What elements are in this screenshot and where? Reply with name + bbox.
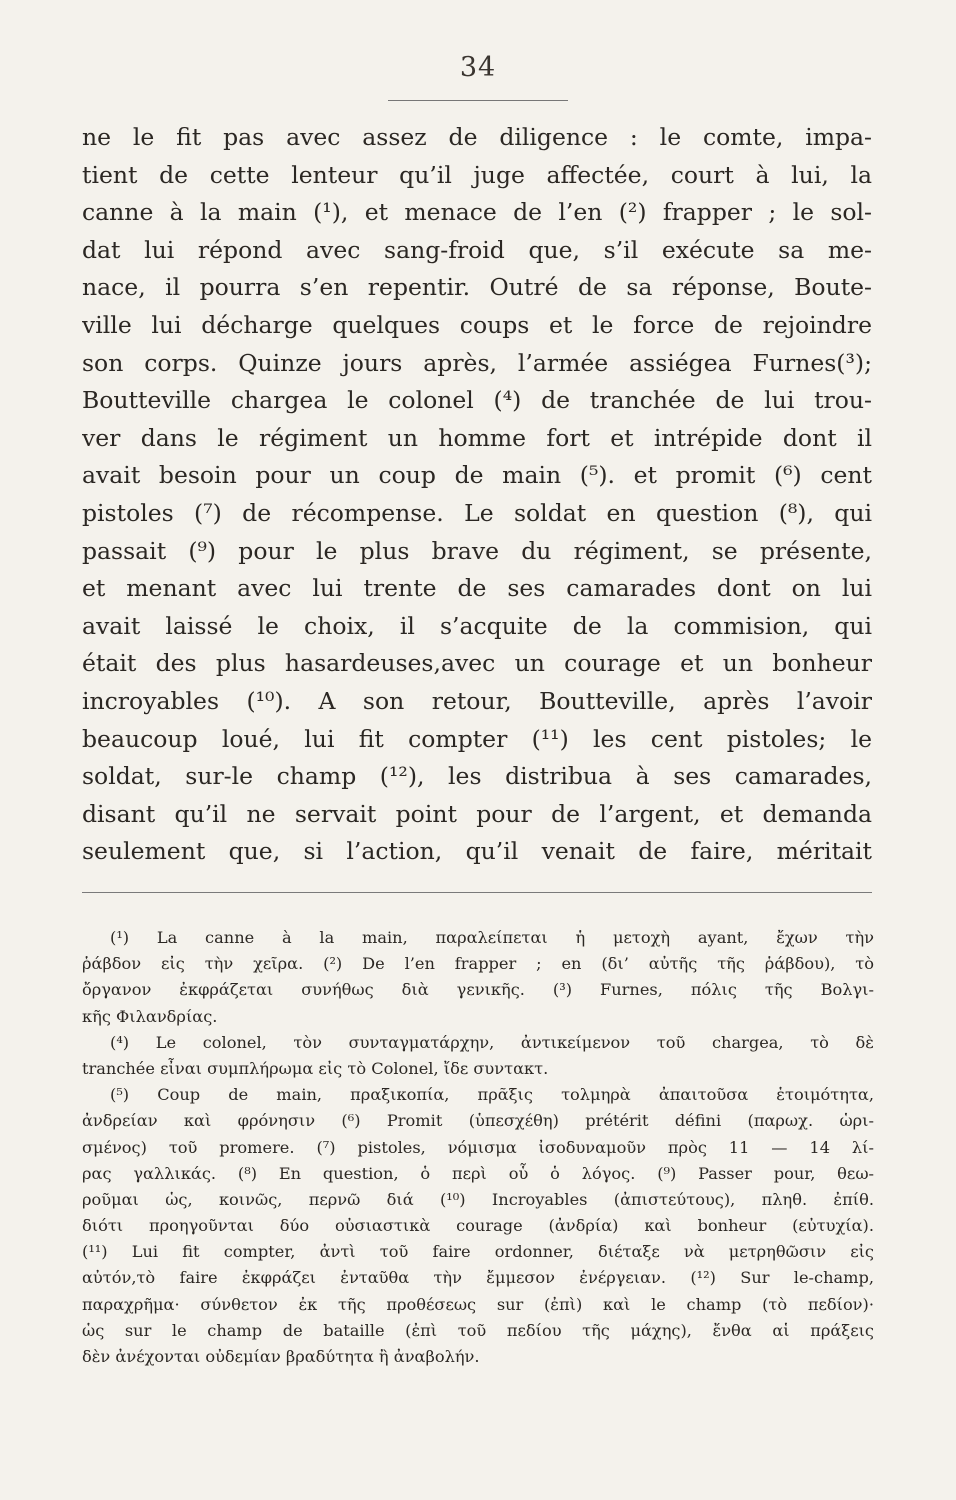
footnote-line: ἀνδρείαν καὶ φρόνησιν (⁶) Promit (ὑπεσχέθη) prétérit défini (παρωχ. ὡρι-: [82, 1111, 874, 1131]
footnote-line: παραχρῆμα· σύνθετον ἐκ τῆς προθέσεως sur (ἐπὶ) καὶ le champ (τὸ πεδίον)·: [82, 1294, 874, 1314]
body-line: tient de cette lenteur qu’il juge affectée, court à lui, la: [82, 160, 872, 189]
body-line: ver dans le régiment un homme fort et intrépide dont il: [82, 423, 872, 452]
footnote-line: tranchée εἶναι συμπλήρωμα εἰς τὸ Colonel, ἴδε συντακτ.: [82, 1058, 549, 1078]
body-line: pistoles (⁷) de récompense. Le soldat en question (⁸), qui: [82, 498, 872, 527]
footnote-line: κῆς Φιλανδρίας.: [82, 1006, 218, 1026]
body-line: nace, il pourra s’en repentir. Outré de sa réponse, Boute-: [82, 273, 872, 302]
footnote-line: ὄργανον ἐκφράζεται συνήθως διὰ γενικῆς. (³) Furnes, πόλις τῆς Βολγι-: [82, 980, 874, 1000]
main-text: [82, 119, 872, 871]
body-line: et menant avec lui trente de ses camarades dont on lui: [82, 574, 872, 603]
header-rule: [388, 100, 568, 101]
body-line: disant qu’il ne servait point pour de l’argent, et demanda: [82, 799, 872, 828]
body-line: soldat, sur-le champ (¹²), les distribua à ses camarades,: [82, 762, 872, 791]
footnote-line: ὡς sur le champ de bataille (ἐπὶ τοῦ πεδίου τῆς μάχης), ἔνθα αἱ πράξεις: [82, 1320, 874, 1340]
footnote-line: δὲν ἀνέχονται οὐδεμίαν βραδύτητα ἢ ἀναβολήν.: [82, 1347, 480, 1366]
footnotes: [82, 925, 874, 1370]
body-line: Boutteville chargea le colonel (⁴) de tranchée de lui trou-: [82, 386, 872, 415]
body-line: beaucoup loué, lui fit compter (¹¹) les cent pistoles; le: [82, 724, 872, 753]
body-line: incroyables (¹⁰). A son retour, Boutteville, après l’avoir: [82, 686, 872, 715]
footnote-line: (⁴) Le colonel, τὸν συνταγματάρχην, ἀντικείμενον τοῦ chargea, τὸ δὲ: [110, 1032, 874, 1052]
footnote-line: αὐτόν,τὸ faire ἐκφράζει ἐνταῦθα τὴν ἔμμεσον ἐνέργειαν. (¹²) Sur le-champ,: [82, 1268, 874, 1288]
body-line: seulement que, si l’action, qu’il venait de faire, méritait: [82, 837, 872, 866]
footnote-line: σμένος) τοῦ promere. (⁷) pistoles, νόμισμα ἰσοδυναμοῦν πρὸς 11 — 14 λί-: [82, 1137, 874, 1157]
footnote-line: ροῦμαι ὡς, κοινῶς, περνῶ διά (¹⁰) Incroyables (ἀπιστεύτους), πληθ. ἐπίθ.: [82, 1189, 874, 1209]
footnote-line: (¹¹) Lui fit compter, ἀντὶ τοῦ faire ordonner, διέταξε νὰ μετρηθῶσιν εἰς: [82, 1242, 874, 1262]
footnote-line: (⁵) Coup de main, πραξικοπία, πρᾶξις τολμηρὰ ἀπαιτοῦσα ἑτοιμότητα,: [110, 1085, 874, 1105]
page-number: 34: [459, 52, 497, 83]
body-line: dat lui répond avec sang-froid que, s’il exécute sa me-: [82, 235, 872, 264]
body-line: canne à la main (¹), et menace de l’en (²) frapper ; le sol-: [82, 198, 872, 227]
footnote-line: (¹) La canne à la main, παραλείπεται ἡ μετοχὴ ayant, ἔχων τὴν: [110, 928, 874, 947]
footnote-line: ῥάβδον εἰς τὴν χεῖρα. (²) De l’en frapper ; en (δι’ αὐτῆς τῆς ῥάβδου), τὸ: [82, 954, 874, 974]
body-line: avait laissé le choix, il s’acquite de la commision, qui: [82, 611, 872, 640]
body-line: ville lui décharge quelques coups et le force de rejoindre: [82, 310, 872, 339]
footnote-line: ρας γαλλικάς. (⁸) En question, ὁ περὶ οὗ ὁ λόγος. (⁹) Passer pour, θεω-: [82, 1163, 874, 1183]
body-line: son corps. Quinze jours après, l’armée assiégea Furnes(³);: [82, 348, 872, 377]
body-line: avait besoin pour un coup de main (⁵). et promit (⁶) cent: [82, 461, 872, 490]
body-line: était des plus hasardeuses,avec un courage et un bonheur: [82, 649, 872, 678]
footnote-line: διότι προηγοῦνται δύο οὐσιαστικὰ courage (ἀνδρία) καὶ bonheur (εὐτυχία).: [82, 1216, 874, 1236]
body-line: ne le fit pas avec assez de diligence : le comte, impa-: [82, 123, 872, 151]
body-line: passait (⁹) pour le plus brave du régiment, se présente,: [82, 536, 872, 565]
footnote-rule: [82, 892, 872, 893]
